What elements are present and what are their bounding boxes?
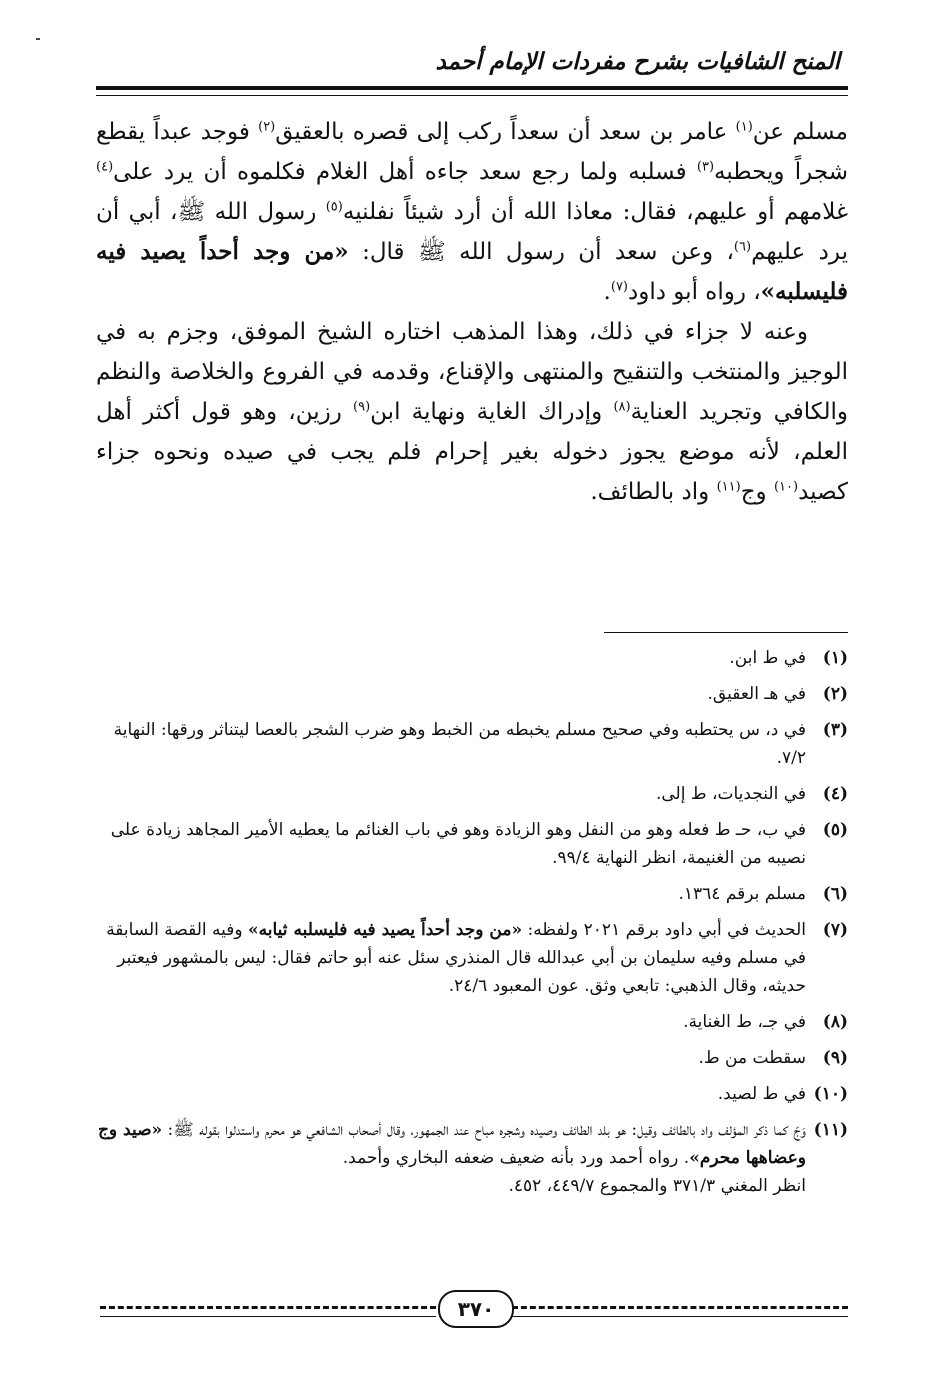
footnote-item [96, 880, 848, 908]
footnote-number: (١) [822, 648, 848, 668]
footnote-ref[interactable]: (٣) [696, 159, 715, 175]
footnote-text: في جـ، ط الغناية. [683, 1012, 806, 1032]
footnote-item [96, 1116, 848, 1200]
running-header-title: المنح الشافيات بشرح مفردات الإمام أحمد [435, 48, 840, 75]
footnote-item [96, 1080, 848, 1108]
footnotes-list [96, 644, 848, 1208]
footnote-ref[interactable]: (٦) [733, 239, 752, 255]
footnote-item [96, 644, 848, 672]
footnote-text: في النجديات، ط إلى. [655, 784, 806, 804]
footnote-text [96, 916, 806, 1000]
footnote-text: سقطت من ط. [698, 1048, 806, 1068]
footnote-ref[interactable]: (٨) [613, 399, 631, 415]
footer-thin-rule-right [512, 1316, 848, 1317]
footnote-ref[interactable]: (٩) [353, 399, 371, 415]
footnote-number: (٤) [822, 784, 848, 804]
paragraph-1 [96, 112, 848, 312]
footnote-text [96, 1116, 806, 1200]
footnote-ref[interactable]: (١١) [716, 479, 741, 495]
text-run: رزين، وهو قول أكثر أهل العلم، لأنه موضع يجوز دخوله بغير إحرام فلم يجب في صيده ونحوه جزاء كصيد [96, 399, 848, 505]
paragraph-2 [96, 312, 848, 512]
text-run: مسلم عن [752, 119, 848, 145]
footnote-item [96, 1044, 848, 1072]
text-run: غلامهم أو عليهم، فقال: معاذا الله أن أرد شيئاً نفلنيه [342, 199, 848, 225]
footnote-ref[interactable]: (٧) [610, 279, 628, 295]
footnote-number: (١١) [813, 1120, 848, 1140]
footnote-item [96, 716, 848, 772]
footnote-text-run: وَجّ كما ذكر المؤلف واد بالطائف وقيل: هو بلد الطائف وصيده وشجره مباح عند الجمهور، وقال أصحاب الشافعي هو محرم واستدلوا بقوله ﷺ: [162, 1120, 806, 1140]
text-run: . [603, 279, 611, 305]
text-run: وج [740, 479, 774, 505]
header-rule-thick [96, 86, 848, 90]
footnote-reference-line: انظر المغني ٣٧١/٣ والمجموع ٤٤٩/٧، ٤٥٢. [508, 1176, 806, 1196]
footnote-number: (٧) [822, 920, 848, 940]
page-number: ٣٧٠ [438, 1290, 514, 1328]
header-rule-thin [96, 95, 848, 96]
footnote-item [96, 780, 848, 808]
footer-thin-rule-left [100, 1316, 436, 1317]
hadith-quote: «صيد وج وعضاهها محرم» [97, 1120, 806, 1168]
scan-speck [36, 38, 40, 40]
footnote-number: (٩) [822, 1048, 848, 1068]
footnote-number: (٢) [822, 684, 848, 704]
footnote-text: في هـ العقيق. [707, 684, 806, 704]
footnote-text-run: وفيه القصة السابقة في مسلم وفيه سليمان بن أبي عبدالله قال المنذري سئل عنه أبو حاتم فقال: ليس بالمشهور فيعتبر حديثه، وقال الذهبي: تابعي وثق. عون المعبود ٢٤/٦. [106, 920, 806, 996]
text-run: فوجد عبداً يقطع شجراً ويحطبه [96, 119, 848, 185]
footer-dashed-rule-left [100, 1306, 436, 1309]
text-run: فسلبه ولما رجع سعد جاءه أهل الغلام فكلموه أن يرد على [113, 159, 697, 185]
footnote-separator [604, 632, 848, 633]
text-run: رسول الله ﷺ، أبي أن يرد عليهم [96, 199, 848, 265]
footnote-number: (٦) [822, 884, 848, 904]
footnote-ref[interactable]: (٤) [96, 159, 114, 175]
text-run: ، وعن سعد أن رسول الله ﷺ قال: [348, 239, 734, 265]
text-run: عامر بن سعد أن سعداً ركب إلى قصره بالعقيق [275, 119, 736, 145]
text-run: واد بالطائف. [590, 479, 717, 505]
footnote-text-run: . رواه أحمد ورد بأنه ضعيف ضعفه البخاري وأحمد. [342, 1148, 690, 1168]
footnote-item [96, 816, 848, 872]
footnote-number: (٣) [822, 720, 848, 740]
text-run: وإدراك الغاية ونهاية ابن [370, 399, 614, 425]
footnote-item [96, 916, 848, 1000]
footer-dashed-rule-right [512, 1306, 848, 1309]
footnote-ref[interactable]: (٢) [258, 119, 276, 135]
footnote-text: في ط لصيد. [717, 1084, 806, 1104]
footnote-text: في د، س يحتطبه وفي صحيح مسلم يخبطه من الخبط وهو ضرب الشجر بالعصا ليتناثر ورقها: النهاية ٧/٢. [113, 720, 806, 768]
footnote-ref[interactable]: (٥) [325, 199, 343, 215]
footnote-text: في ب، حـ ط فعله وهو من النفل وهو الزيادة وهو في باب الغنائم ما يعطيه الأمير المجاهد زيادة على نصيبه من الغنيمة، انظر النهاية ٩٩/٤. [110, 820, 806, 868]
hadith-quote: «من وجد أحداً يصيد فيه فليسلبه ثيابه» [248, 920, 523, 940]
footnote-ref[interactable]: (١٠) [773, 479, 799, 495]
footnote-number: (٨) [822, 1012, 848, 1032]
footnote-item [96, 1008, 848, 1036]
hadith-quote: «من وجد أحداً يصيد فيه فليسلبه» [96, 238, 848, 305]
footnote-item [96, 680, 848, 708]
main-text [96, 112, 848, 512]
footnote-ref[interactable]: (١) [735, 119, 753, 135]
text-run: ، رواه أبو داود [628, 279, 761, 305]
footnote-number: (١٠) [813, 1084, 848, 1104]
footnote-text: مسلم برقم ١٣٦٤. [678, 884, 806, 904]
footnote-text-run: الحديث في أبي داود برقم ٢٠٢١ ولفظه: [522, 920, 806, 940]
footnote-text: في ط ابن. [729, 648, 806, 668]
text-run: وعنه لا جزاء في ذلك، وهذا المذهب اختاره الشيخ الموفق، وجزم به في الوجيز والمنتخب والتنقيح والمنتهى والإقناع، وقدمه في الفروع والخلاصة والنظم والكافي وتجريد العناية [96, 319, 848, 425]
footnote-number: (٥) [822, 820, 848, 840]
